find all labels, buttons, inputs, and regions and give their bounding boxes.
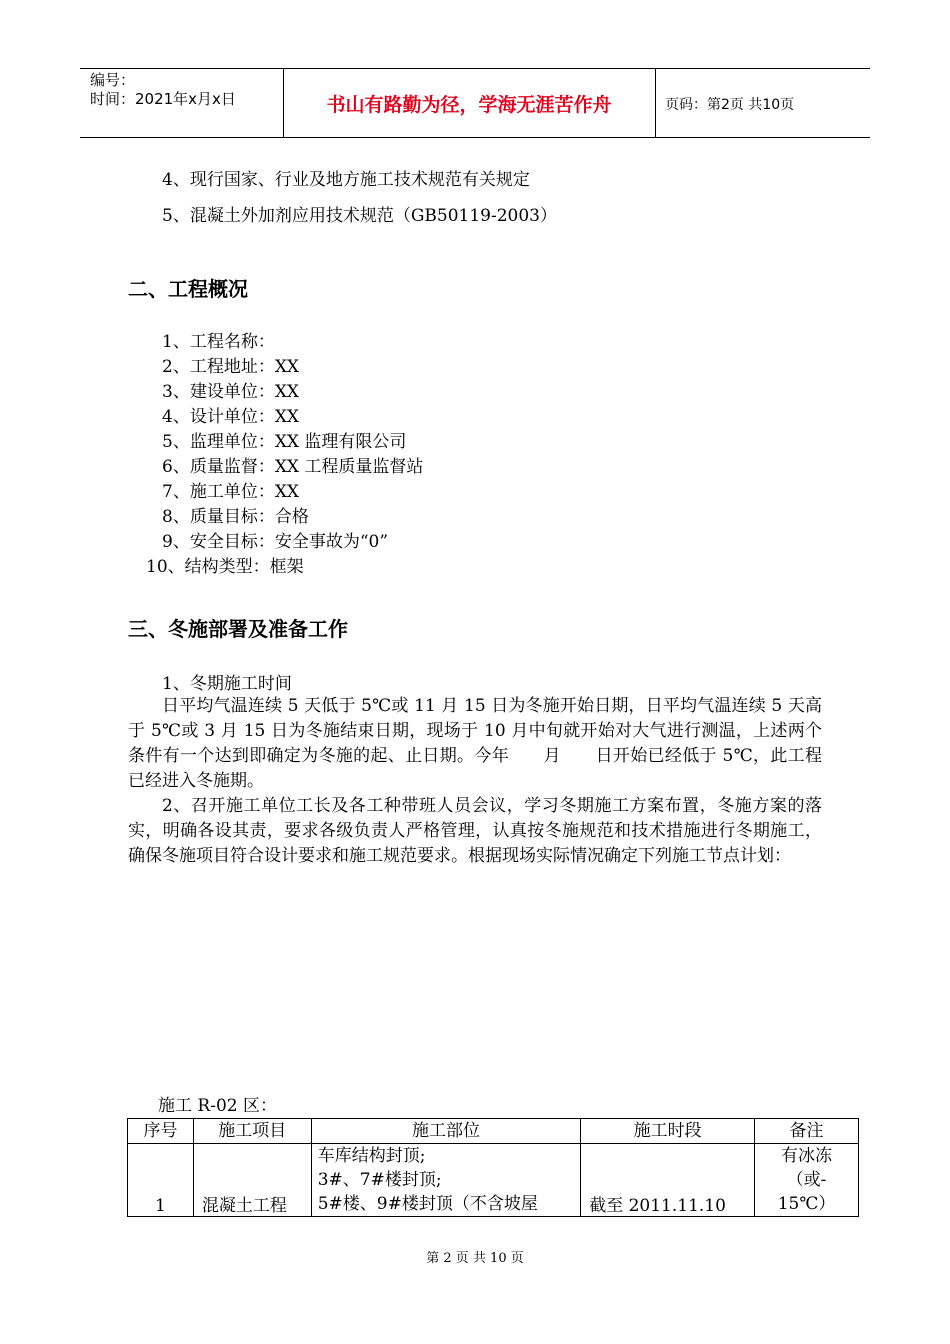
overview-item: 10、结构类型：框架 [146,557,304,577]
cell-note-line: 有冰冻 [781,1146,833,1166]
cell-note-line: 15℃） [777,1194,836,1214]
section-title-winter-deployment: 三、冬施部署及准备工作 [128,617,348,641]
cell-part-line: 车库结构封顶; [317,1146,426,1166]
header-motto: 书山有路勤为径，学海无涯苦作舟 [326,93,612,116]
cell-part [311,1144,581,1217]
overview-item: 1、工程名称： [162,332,275,352]
cell-seq: 1 [128,1144,194,1217]
cell-part-line: 5#楼、9#楼封顶（不含坡屋 [317,1194,538,1214]
reference-item-5: 5、混凝土外加剂应用技术规范（GB50119-2003） [162,206,557,226]
overview-item: 4、设计单位：XX [162,407,300,427]
cell-item: 混凝土工程 [193,1144,311,1217]
header-divider [655,69,656,137]
document-number-label: 编号： [90,71,136,89]
overview-item: 7、施工单位：XX [162,482,300,502]
column-header-seq: 序号 [128,1119,194,1144]
page-footer: 第 2 页 共 10 页 [426,1251,524,1266]
document-time-label: 时间：2021年x月x日 [90,90,236,108]
overview-item: 5、监理单位：XX 监理有限公司 [162,432,407,452]
column-header-part: 施工部位 [311,1119,581,1144]
table-header-row [128,1119,859,1144]
paragraph-meeting: 2、召开施工单位工长及各工种带班人员会议，学习冬期施工方案布置，冬施方案的落实，明确各设其责，要求各级负责人严格管理，认真按冬施规范和技术措施进行冬期施工，确保冬施项目符合设计要求和施工规范要求。根据现场实际情况确定下列施工节点计划： [128,796,822,866]
subsection-winter-period: 1、冬期施工时间 [162,674,292,694]
overview-item: 2、工程地址：XX [162,357,300,377]
cell-note [755,1144,859,1217]
page-header [80,68,870,138]
table-caption: 施工 R-02 区： [158,1096,277,1116]
cell-note-line: （或- [786,1170,827,1190]
table-row [128,1144,859,1217]
column-header-period: 施工时段 [581,1119,755,1144]
overview-item: 6、质量监督：XX 工程质量监督站 [162,457,424,477]
overview-item: 8、质量目标：合格 [162,507,309,527]
cell-part-line: 3#、7#楼封顶; [317,1170,442,1190]
reference-item-4: 4、现行国家、行业及地方施工技术规范有关规定 [162,170,530,190]
overview-item: 9、安全目标：安全事故为“0” [162,532,389,552]
column-header-note: 备注 [755,1119,859,1144]
column-header-item: 施工项目 [193,1119,311,1144]
header-page-label: 页码：第2页 共10页 [665,97,795,113]
construction-schedule-table [127,1118,859,1217]
section-title-overview: 二、工程概况 [128,277,248,301]
header-meta [90,71,236,109]
paragraph-winter-period: 日平均气温连续 5 天低于 5℃或 11 月 15 日为冬施开始日期，日平均气温连续 5 天高于 5℃或 3 月 15 日为冬施结束日期，现场于 10 月中旬就开始对大气进行测温，上述两个条件有一个达到即确定为冬施的起、止日期。今年 月 日开始已经低于 5℃，此工程已经进入冬施期。 [128,696,822,791]
cell-period: 截至 2011.11.10 [581,1144,755,1217]
overview-item: 3、建设单位：XX [162,382,300,402]
